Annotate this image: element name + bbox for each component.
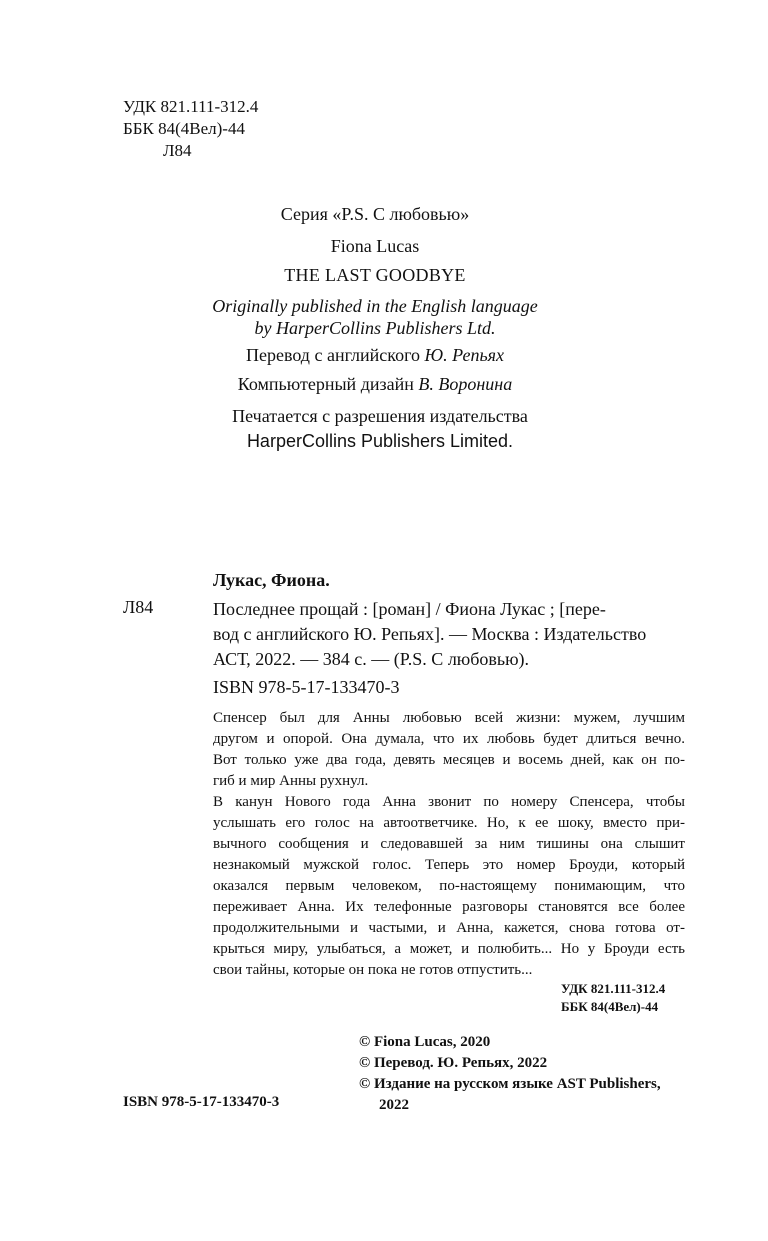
catalog-isbn: ISBN 978-5-17-133470-3 [213,677,400,697]
designer-name: В. Воронина [418,374,513,394]
annotation-line: гиб и мир Анны рухнул. [213,773,369,789]
design-label: Компьютерный дизайн [237,374,414,394]
copyright-line: © Fiona Lucas, 2020 [359,1034,491,1050]
annotation-line: другом и опорой. Она думала, что их любовь будет длиться вечно. [213,731,685,747]
annotation-line: Спенсер был для Анны любовью всей жизни: мужем, лучшим [213,710,685,726]
original-author: Fiona Lucas [330,236,420,256]
classification-udk: УДК 821.111-312.4 [561,981,666,996]
footer-isbn: ISBN 978-5-17-133470-3 [123,1094,280,1110]
annotation-line: продолжительными и частыми, и Анна, кажется, снова готова от- [213,920,685,936]
classification-block [561,980,665,1016]
translator-name: Ю. Репьях [424,345,505,365]
copyright-block [359,1032,661,1116]
header-classification [123,96,258,162]
original-publication-note [200,295,550,339]
copyright-line: 2022 [379,1097,409,1113]
original-title: THE LAST GOODBYE [284,265,466,285]
permission-line-1: Печатается с разрешения издательства [232,406,528,426]
catalog-description-line: вод с английского Ю. Репьях]. — Москва : Издательство [213,624,647,644]
annotation-line: свои тайны, которые он пока не готов отпустить... [213,962,533,978]
translation-credit [200,345,550,366]
header-bbk: ББК 84(4Вел)-44 [123,119,245,138]
catalog-description-line: Последнее прощай : [роман] / Фиона Лукас ; [пере- [213,599,606,619]
annotation-line: В канун Нового года Анна звонит по номеру Спенсера, чтобы [213,794,685,810]
catalog-entry-author: Лукас, Фиона. [213,570,330,590]
annotation-line: крыться миру, улыбаться, а может, и полюбить... Но у Броуди есть [213,941,685,957]
design-credit [200,374,550,395]
original-note-line-1: Originally published in the English language [212,296,538,316]
annotation [213,708,685,981]
permission-line-2: HarperCollins Publishers Limited. [246,431,514,451]
classification-bbk: ББК 84(4Вел)-44 [561,999,659,1014]
permission-note [180,404,580,454]
copyright-line: © Перевод. Ю. Репьях, 2022 [359,1055,548,1071]
annotation-line: Вот только уже два года, девять месяцев и восемь дней, как он по- [213,752,685,768]
annotation-line: незнакомый мужской голос. Теперь это номер Броуди, который [213,857,685,873]
annotation-line: оказался первым человеком, по-настоящему понимающим, что [213,878,685,894]
copyright-line: © Издание на русском языке AST Publishers, [359,1076,661,1092]
header-udk: УДК 821.111-312.4 [123,97,259,116]
series-line: Серия «P.S. С любовью» [280,204,470,224]
annotation-line: переживает Анна. Их телефонные разговоры становятся все более [213,899,685,915]
catalog-description-line: АСТ, 2022. — 384 с. — (P.S. С любовью). [213,649,530,669]
catalog-author-code: Л84 [123,597,154,617]
original-note-line-2: by HarperCollins Publishers Ltd. [254,318,496,338]
header-author-code: Л84 [163,141,192,160]
annotation-line: услышать его голос на автоответчике. Но, к ее шоку, вместо при- [213,815,685,831]
catalog-description [213,597,685,672]
annotation-line: вычного сообщения и следовавшей за ним тишины она слышит [213,836,685,852]
translation-label: Перевод с английского [245,345,421,365]
